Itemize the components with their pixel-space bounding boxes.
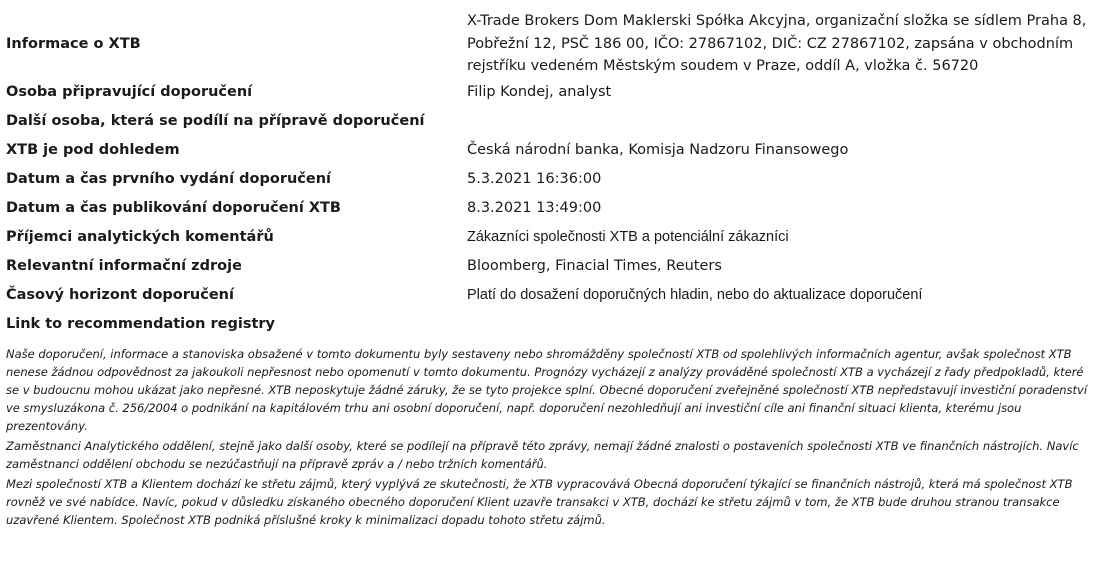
info-row-author xyxy=(6,78,1097,107)
info-value: 5.3.2021 16:36:00 xyxy=(467,170,602,187)
info-value: Filip Kondej, analyst xyxy=(467,83,612,100)
info-value xyxy=(467,310,1097,339)
info-value: Zákazníci společnosti XTB a potenciální zákazníci xyxy=(467,228,789,245)
info-row-recipients xyxy=(6,223,1097,252)
info-value: Česká národní banka, Komisja Nadzoru Finansowego xyxy=(467,141,849,158)
info-row-time-horizon xyxy=(6,281,1097,310)
disclaimer xyxy=(6,345,1097,529)
info-row-sources xyxy=(6,252,1097,281)
disclaimer-paragraph-employees: Zaměstnanci Analytického oddělení, stejně jako další osoby, které se podílejí na přípravě této zprávy, nemají žádné znalosti o postaveních společnosti XTB ve finančních nástrojích. Navíc zaměstnanci oddělení obchodu se nezúčastňují na přípravě zpráv a / nebo tržních komentářů. xyxy=(6,438,1079,471)
info-row-other-person xyxy=(6,107,1097,136)
info-row-registry-link xyxy=(6,310,1097,339)
info-row-first-issue-date xyxy=(6,165,1097,194)
info-label: Časový horizont doporučení xyxy=(6,286,234,303)
info-row-publish-date xyxy=(6,194,1097,223)
info-label: Informace o XTB xyxy=(6,35,141,52)
info-label: XTB je pod dohledem xyxy=(6,141,180,158)
disclaimer-paragraph-conflict: Mezi společností XTB a Klientem dochází ke střetu zájmů, který vyplývá ze skutečnosti, že XTB vypracovává Obecná doporučení týkající se finančních nástrojů, která má společnost XTB rovněž ve své nabídce. Navíc, pokud v důsledku získaného obecného doporučení Klient uzavře transakci v XTB, dochází ke střetu zájmů v tom, že XTB bude druhou stranou transakce uzavřené Klientem. Společnost XTB podniká příslušné kroky k minimalizaci dopadu tohoto střetu zájmů. xyxy=(6,476,1073,527)
info-label: Datum a čas publikování doporučení XTB xyxy=(6,199,341,216)
info-label: Další osoba, která se podílí na přípravě doporučení xyxy=(6,112,425,129)
info-row-supervision xyxy=(6,136,1097,165)
info-label: Relevantní informační zdroje xyxy=(6,257,242,274)
info-label: Příjemci analytických komentářů xyxy=(6,228,274,245)
info-table xyxy=(6,10,1097,339)
info-label: Osoba připravující doporučení xyxy=(6,83,253,100)
info-row-xtb xyxy=(6,10,1097,78)
info-value: Platí do dosažení doporučných hladin, nebo do aktualizace doporučení xyxy=(467,286,923,303)
info-label: Datum a čas prvního vydání doporučení xyxy=(6,170,332,187)
info-value: 8.3.2021 13:49:00 xyxy=(467,199,602,216)
info-value xyxy=(467,107,1097,136)
info-value: Bloomberg, Finacial Times, Reuters xyxy=(467,257,722,274)
info-label: Link to recommendation registry xyxy=(6,315,275,332)
info-value: X-Trade Brokers Dom Maklerski Spółka Akcyjna, organizační složka se sídlem Praha 8, Pobřežní 12, PSČ 186 00, IČO: 27867102, DIČ: CZ 27867102, zapsána v obchodním rejstříku vedeném Městským soudem v Praze, oddíl A, vložka č. 56720 xyxy=(467,13,1087,74)
disclaimer-paragraph-sources: Naše doporučení, informace a stanoviska obsažené v tomto dokumentu byly sestaveny nebo shromážděny společností XTB od spolehlivých informačních agentur, avšak společnost XTB nenese žádnou odpovědnost za jakoukoli nepřesnost nebo opomenutí v tomto dokumentu. Prognózy vycházejí z analýzy prováděné společností XTB a vycházejí z řady předpokladů, které se v budoucnu mohou ukázat jako nepřesné. XTB neposkytuje žádné záruky, že se tyto projekce splní. Obecné doporučení zveřejněné společností XTB nepředstavují investiční poradenství ve smysluzákona č. 256/2004 o podnikání na kapitálovém trhu ani osobní doporučení, např. doporučení nezohledňují ani investiční cíle ani finanční situaci klienta, kterému jsou prezentovány. xyxy=(6,346,1088,433)
